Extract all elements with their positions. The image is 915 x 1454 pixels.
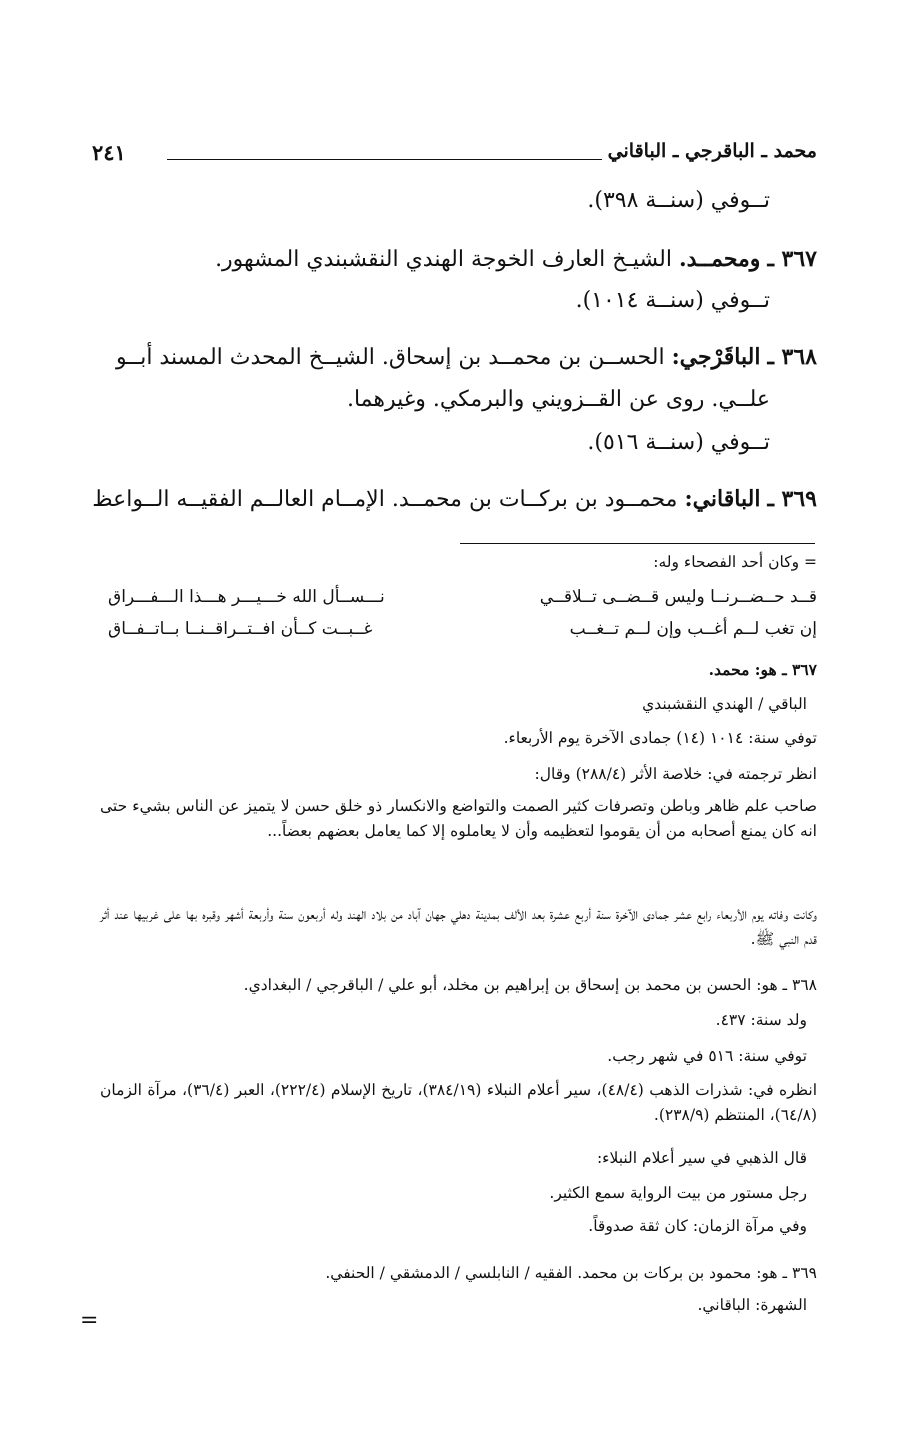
entry-text: الشيـخ العارف الخوجة الهندي النقشبندي المشهور. — [215, 247, 672, 272]
entry-367-death: تــوفي (سنــة ١٠١٤). — [575, 288, 770, 313]
footnote-continuation-mark: = — [80, 1308, 99, 1333]
entry-text: محمــود بن بركــات بن محمــد. الإمــام العالــم الفقيــه الــواعظ — [92, 487, 678, 512]
note-368-line4: رجل مستور من بيت الرواية سمع الكثير. — [549, 1184, 807, 1202]
note-368-head: ٣٦٨ ـ هو: الحسن بن محمد بن إسحاق بن إبراهيم بن مخلد، أبو علي / الباقرجي / البغدادي. — [243, 976, 817, 994]
verse1-hemistich-right: قــد حــضــرنــا وليس قــضــى تــلاقــي — [539, 587, 817, 607]
verse1-hemistich-left: نـــســأل الله خـــيـــر هـــذا الـــفـــراق — [108, 587, 385, 607]
verse2-hemistich-right: إن تغب لــم أغــب وإن لــم تــغــب — [569, 619, 817, 639]
running-head-rule — [167, 159, 602, 160]
entry-number: ٣٦٨ ـ — [767, 344, 817, 370]
note-369-head: ٣٦٩ ـ هو: محمود بن بركات بن محمد. الفقيه / النابلسي / الدمشقي / الحنفي. — [325, 1264, 817, 1282]
note-368-line2: توفي سنة: ٥١٦ في شهر رجب. — [607, 1047, 807, 1065]
note-367-line2: توفي سنة: ١٠١٤ (١٤) جمادى الآخرة يوم الأربعاء. — [503, 729, 817, 747]
entry-number: ٣٦٧ ـ — [767, 246, 817, 272]
note-367-head: ٣٦٧ ـ هو: محمد. — [708, 660, 817, 679]
entry-name: الباقاني: — [684, 486, 761, 512]
note-367-line3: انظر ترجمته في: خلاصة الأثر (٢٨٨/٤) وقال: — [534, 765, 817, 783]
note-368-para1: انظره في: شذرات الذهب (٤٨/٤)، سير أعلام النبلاء (٣٨٤/١٩)، تاريخ الإسلام (٢٢٢/٤)، العبر (٣٦/٤)، مرآة الزمان (٦٤/٨)، المنتظم (٢٣٨/٩). — [100, 1081, 817, 1124]
note-verse-intro: = وكان أحد الفصحاء وله: — [653, 553, 817, 571]
note-367-para1: صاحب علم ظاهر وباطن وتصرفات كثير الصمت والتواضع والانكسار ذو خلق حسن لا يتميز عن الناس بشيء حتى انه كان يمنع أصحابه من أن يقوموا لتعظيمه وأن لا يعاملوه إلا كما يعامل بعضهم بعضاً... — [100, 797, 817, 840]
running-head — [92, 140, 817, 174]
entry-367 — [215, 244, 817, 275]
entry-name: ومحمــد. — [679, 246, 761, 272]
note-368-line3: قال الذهبي في سير أعلام النبلاء: — [596, 1149, 807, 1167]
note-367-line1: الباقي / الهندي النقشبندي — [642, 695, 807, 713]
note-368-line5: وفي مرآة الزمان: كان ثقة صدوقاً. — [588, 1217, 807, 1235]
entry-text: الحســن بن محمــد بن إسحاق. الشيــخ المحدث المسند أبــو — [115, 345, 665, 370]
footnote-divider — [460, 543, 815, 544]
entry-368-death: تــوفي (سنــة ٥١٦). — [587, 430, 770, 455]
page-number: ٢٤١ — [92, 140, 126, 165]
note-369-line1: الشهرة: الباقاني. — [697, 1296, 807, 1314]
note-368-line1: ولد سنة: ٤٣٧. — [715, 1011, 807, 1029]
entry-name: الباقَرْجي: — [671, 344, 761, 370]
entry-369 — [92, 484, 817, 515]
verse2-hemistich-left: غــبــت كــأن افــتــراقــنــا بــاتــفــاق — [108, 619, 373, 639]
main-line-death-398: تــوفي (سنــة ٣٩٨). — [587, 188, 770, 213]
note-367-para2: وكانت وفاته يوم الأربعاء رابع عشر جمادى الآخرة سنة أربع عشرة بعد الألف بمدينة دهلي جهان آباد من بلاد الهند وله أربعون سنة وأربعة أشهر وقبره بها على غربيها عند أثر قدم النبي ﷺ. — [100, 905, 817, 948]
entry-number: ٣٦٩ ـ — [767, 486, 817, 512]
running-head-title: محمد ـ الباقرجي ـ الباقاني — [607, 140, 817, 162]
entry-368 — [116, 342, 817, 373]
entry-368-line2: علــي. روى عن القــزويني والبرمكي. وغيرهما. — [346, 387, 770, 412]
